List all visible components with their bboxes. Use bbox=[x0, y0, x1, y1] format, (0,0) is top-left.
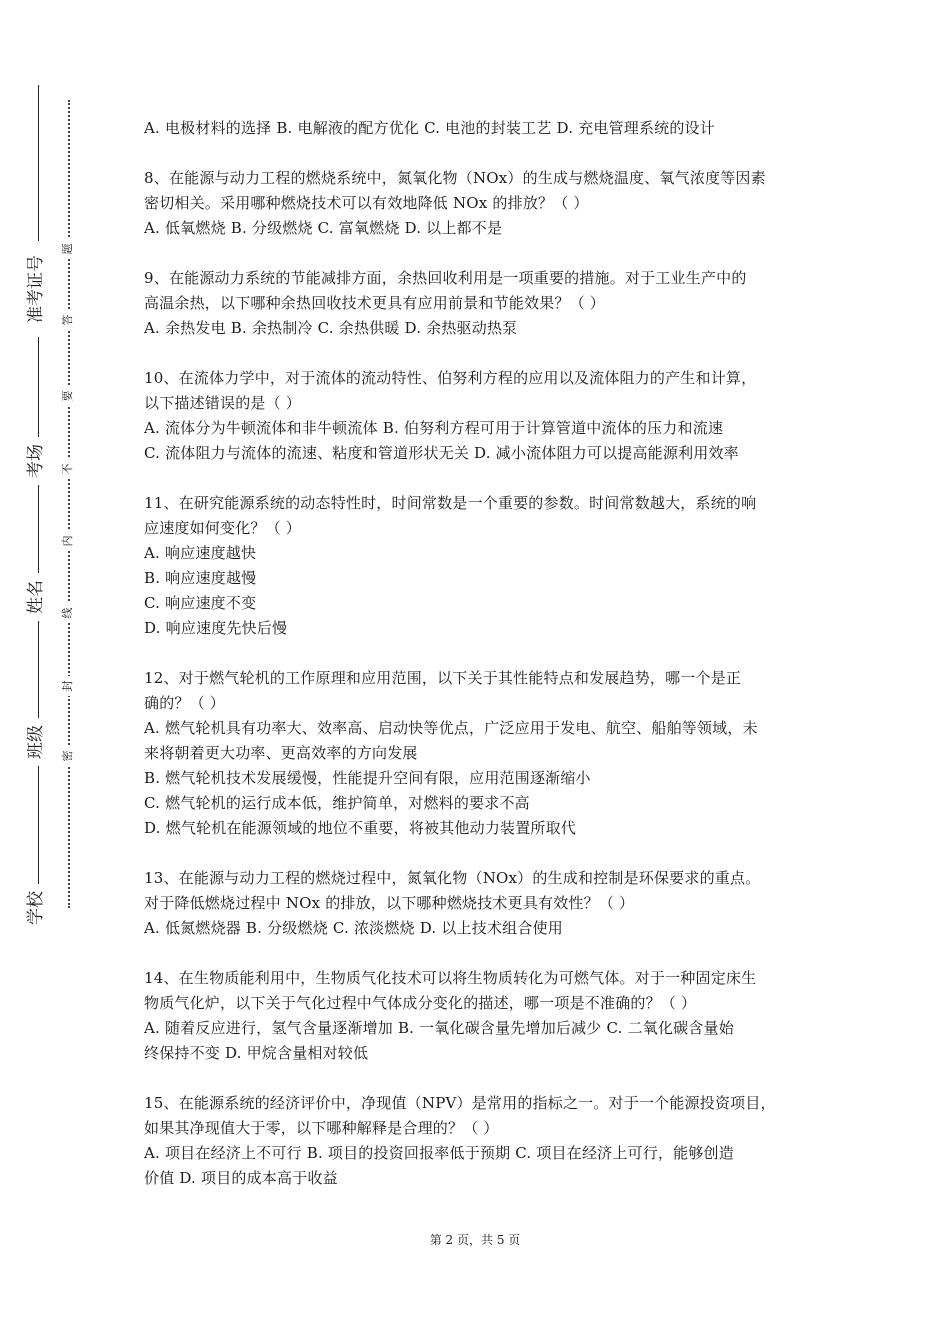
field-class: 班级 bbox=[25, 718, 47, 766]
question-line: A. 低氧燃烧 B. 分级燃烧 C. 富氧燃烧 D. 以上都不是 bbox=[144, 219, 503, 237]
question-line: A. 随着反应进行，氢气含量逐渐增加 B. 一氧化碳含量先增加后减少 C. 二氧化碳含量始 bbox=[144, 1019, 734, 1037]
question-line: 以下描述错误的是（ ） bbox=[144, 394, 301, 412]
seal-char: 题 bbox=[60, 239, 76, 259]
field-school: 学校 bbox=[25, 884, 47, 932]
field-exam-number: 准考证号 bbox=[25, 241, 47, 337]
question-line: 12、对于燃气轮机的工作原理和应用范围，以下关于其性能特点和发展趋势，哪一个是正 bbox=[144, 669, 742, 687]
question-10 bbox=[144, 366, 816, 466]
question-line: 14、在生物质能利用中，生物质气化技术可以将生物质转化为可燃气体。对于一种固定床生 bbox=[144, 969, 757, 987]
question-13 bbox=[144, 866, 816, 941]
question-line: 价值 D. 项目的成本高于收益 bbox=[144, 1169, 338, 1187]
seal-char: 答 bbox=[60, 310, 76, 330]
question-line: B. 燃气轮机技术发展缓慢，性能提升空间有限，应用范围逐渐缩小 bbox=[144, 769, 591, 787]
question-15 bbox=[144, 1091, 816, 1191]
seal-char: 密 bbox=[60, 746, 76, 766]
seal-char: 不 bbox=[60, 459, 76, 479]
question-line: 13、在能源与动力工程的燃烧过程中，氮氧化物（NOx）的生成和控制是环保要求的重点。 bbox=[144, 869, 761, 887]
question-line: 11、在研究能源系统的动态特性时，时间常数是一个重要的参数。时间常数越大，系统的响 bbox=[144, 494, 757, 512]
question-line: 高温余热，以下哪种余热回收技术更具有应用前景和节能效果？（ ） bbox=[144, 294, 605, 312]
question-line: A. 燃气轮机具有功率大、效率高、启动快等优点，广泛应用于发电、航空、船舶等领域，未 bbox=[144, 719, 758, 737]
seal-char: 封 bbox=[60, 676, 76, 696]
question-7-tail bbox=[144, 116, 816, 141]
question-line: 9、在能源动力系统的节能减排方面，余热回收利用是一项重要的措施。对于工业生产中的 bbox=[144, 269, 747, 287]
question-line: C. 流体阻力与流体的流速、粘度和管道形状无关 D. 减小流体阻力可以提高能源利用效率 bbox=[144, 444, 739, 462]
question-line: A. 响应速度越快 bbox=[144, 544, 257, 562]
binding-margin bbox=[0, 0, 110, 1344]
question-9 bbox=[144, 266, 816, 341]
question-line: A. 余热发电 B. 余热制冷 C. 余热供暖 D. 余热驱动热泵 bbox=[144, 319, 518, 337]
question-line: 8、在能源与动力工程的燃烧系统中，氮氧化物（NOx）的生成与燃烧温度、氧气浓度等因素 bbox=[144, 169, 766, 187]
question-line: 15、在能源系统的经济评价中，净现值（NPV）是常用的指标之一。对于一个能源投资项目， bbox=[144, 1094, 776, 1112]
question-line: 对于降低燃烧过程中 NOx 的排放，以下哪种燃烧技术更具有效性？（ ） bbox=[144, 894, 635, 912]
question-line: 物质气化炉，以下关于气化过程中气体成分变化的描述，哪一项是不准确的？（ ） bbox=[144, 994, 697, 1012]
question-line: C. 响应速度不变 bbox=[144, 594, 257, 612]
question-line: 确的？（ ） bbox=[144, 694, 225, 712]
question-line: 如果其净现值大于零，以下哪种解释是合理的？（ ） bbox=[144, 1119, 499, 1137]
seal-char: 要 bbox=[60, 386, 76, 406]
seal-char: 线 bbox=[60, 603, 76, 623]
question-line: A. 电极材料的选择 B. 电解液的配方优化 C. 电池的封装工艺 D. 充电管理系统的设计 bbox=[144, 119, 715, 137]
question-line: 来将朝着更大功率、更高效率的方向发展 bbox=[144, 744, 418, 762]
question-line: 应速度如何变化？（ ） bbox=[144, 519, 301, 537]
question-8 bbox=[144, 166, 816, 241]
question-line: C. 燃气轮机的运行成本低，维护简单，对燃料的要求不高 bbox=[144, 794, 530, 812]
question-line: A. 项目在经济上不可行 B. 项目的投资回报率低于预期 C. 项目在经济上可行，能够创造 bbox=[144, 1144, 734, 1162]
seal-char: 内 bbox=[60, 531, 76, 551]
binding-solid-line bbox=[38, 85, 39, 925]
question-list bbox=[144, 116, 816, 1216]
field-name: 姓名 bbox=[25, 573, 47, 621]
question-12 bbox=[144, 666, 816, 841]
question-line: 10、在流体力学中，对于流体的流动特性、伯努利方程的应用以及流体阻力的产生和计算， bbox=[144, 369, 757, 387]
question-line: 终保持不变 D. 甲烷含量相对较低 bbox=[144, 1044, 369, 1062]
question-14 bbox=[144, 966, 816, 1066]
page-number: 第 2 页，共 5 页 bbox=[429, 1233, 521, 1247]
question-line: D. 响应速度先快后慢 bbox=[144, 619, 288, 637]
question-line: 密切相关。采用哪种燃烧技术可以有效地降低 NOx 的排放？（ ） bbox=[144, 194, 589, 212]
field-exam-room: 考场 bbox=[25, 437, 47, 485]
binding-dotted-line bbox=[68, 100, 70, 908]
question-line: B. 响应速度越慢 bbox=[144, 569, 257, 587]
question-11 bbox=[144, 491, 816, 641]
question-line: D. 燃气轮机在能源领域的地位不重要，将被其他动力装置所取代 bbox=[144, 819, 577, 837]
question-line: A. 低氮燃烧器 B. 分级燃烧 C. 浓淡燃烧 D. 以上技术组合使用 bbox=[144, 919, 563, 937]
question-line: A. 流体分为牛顿流体和非牛顿流体 B. 伯努利方程可用于计算管道中流体的压力和流速 bbox=[144, 419, 724, 437]
